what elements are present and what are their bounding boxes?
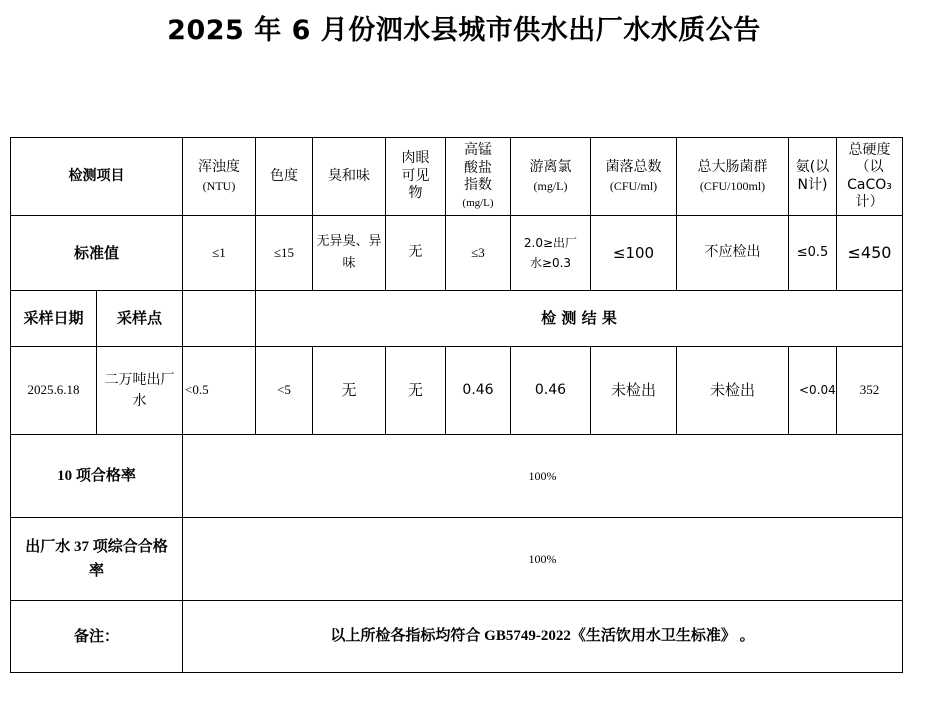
header-hardness: 总硬度（以CaCO₃计）: [837, 138, 903, 216]
sampling-date-label: 采样日期: [11, 291, 97, 347]
header-turbidity: [183, 138, 256, 216]
standard-coliform: 不应检出: [677, 216, 789, 291]
standard-hardness: ≤450: [837, 216, 903, 291]
standard-ammonia: ≤0.5: [789, 216, 837, 291]
header-coliform: [677, 138, 789, 216]
header-permanganate-label: 高锰酸盐指数: [464, 142, 492, 194]
remark-value: 以上所检各指标均符合 GB5749-2022《生活饮用水卫生标准》 。: [183, 601, 903, 673]
pass37-value: 100%: [183, 518, 903, 601]
header-coliform-unit: (CFU/100ml): [699, 178, 766, 193]
standard-odor: 无异臭、异味: [313, 216, 386, 291]
header-permanganate-unit: (mg/L): [462, 196, 494, 209]
result-coliform: 未检出: [677, 347, 789, 435]
result-chlorine: 0.46: [511, 347, 591, 435]
pass10-label: 10 项合格率: [11, 435, 183, 518]
header-colony-unit: (CFU/ml): [609, 178, 658, 193]
standard-colony: ≤100: [591, 216, 677, 291]
header-visible: 肉眼可见物: [386, 138, 446, 216]
page-title: 2025 年 6 月份泗水县城市供水出厂水水质公告: [167, 15, 761, 46]
result-turbidity: <0.5: [183, 347, 256, 435]
result-visible: 无: [386, 347, 446, 435]
pass37-row: [11, 518, 903, 601]
header-color: 色度: [256, 138, 313, 216]
remark-label: 备注：: [11, 601, 183, 673]
header-ammonia: 氨(以N计): [789, 138, 837, 216]
header-turbidity-label: 浑浊度: [198, 159, 240, 176]
result-point: 二万吨出厂水: [97, 347, 183, 435]
standard-row: [11, 216, 903, 291]
header-chlorine-unit: (mg/L): [533, 178, 568, 193]
result-row: [11, 347, 903, 435]
result-date: 2025.6.18: [11, 347, 97, 435]
result-colony: 未检出: [591, 347, 677, 435]
result-ammonia: <0.04: [789, 347, 837, 435]
sampling-empty-cell: [183, 291, 256, 347]
standard-chlorine: 2.0≥出厂水≥0.3: [511, 216, 591, 291]
sampling-header-row: [11, 291, 903, 347]
result-color: <5: [256, 347, 313, 435]
header-colony-label: 菌落总数: [605, 159, 662, 176]
header-chlorine-label: 游离氯: [529, 159, 572, 176]
standard-color: ≤15: [256, 216, 313, 291]
standard-turbidity: ≤1: [183, 216, 256, 291]
water-quality-table: [10, 137, 903, 673]
header-turbidity-unit: (NTU): [202, 178, 236, 193]
header-chlorine: [511, 138, 591, 216]
pass10-value: 100%: [183, 435, 903, 518]
header-colony: [591, 138, 677, 216]
pass10-row: [11, 435, 903, 518]
result-hardness: 352: [837, 347, 903, 435]
remark-row: [11, 601, 903, 673]
result-label: 检 测 结 果: [256, 291, 903, 347]
sampling-point-label: 采样点: [97, 291, 183, 347]
header-permanganate: [446, 138, 511, 216]
header-odor: 臭和味: [313, 138, 386, 216]
header-coliform-label: 总大肠菌群: [697, 159, 768, 176]
standard-visible: 无: [386, 216, 446, 291]
pass37-label: 出厂水 37 项综合合格率: [11, 518, 183, 601]
standard-label: 标准值: [11, 216, 183, 291]
result-odor: 无: [313, 347, 386, 435]
header-row: [11, 138, 903, 216]
result-permanganate: 0.46: [446, 347, 511, 435]
standard-permanganate: ≤3: [446, 216, 511, 291]
header-item: 检测项目: [11, 138, 183, 216]
